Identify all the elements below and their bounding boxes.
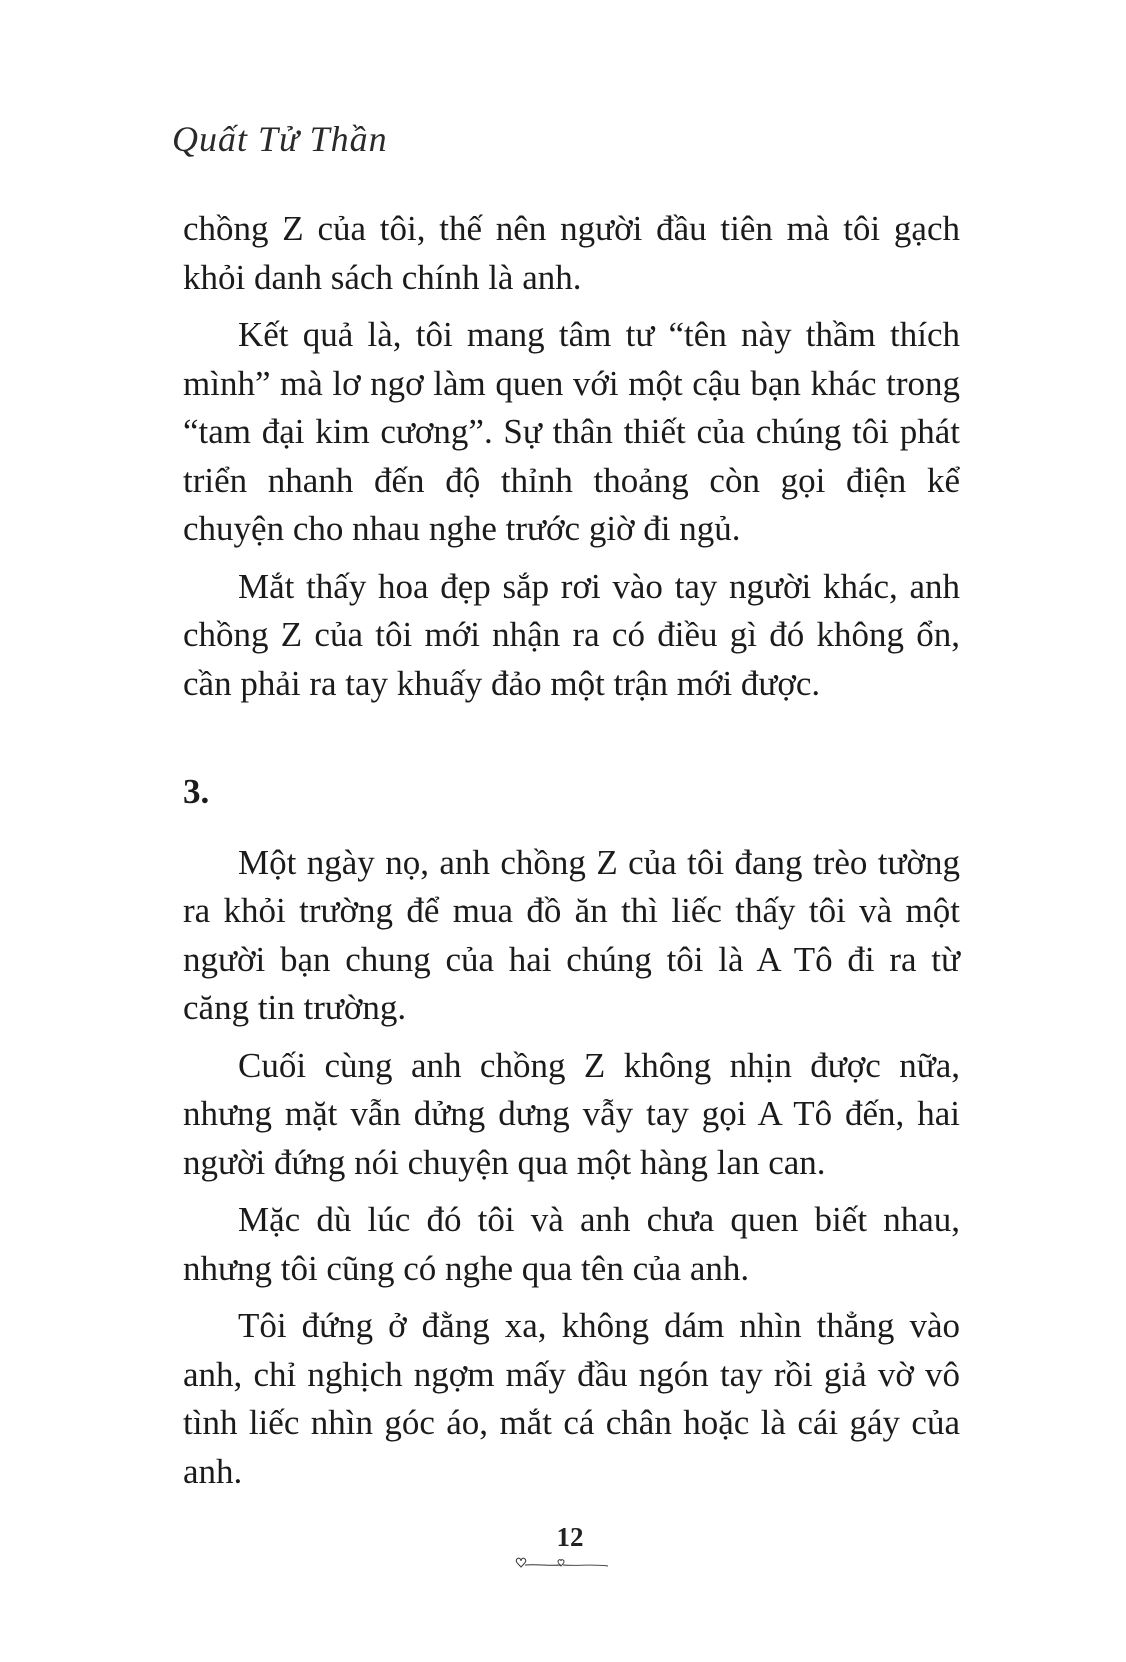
paragraph: Kết quả là, tôi mang tâm tư “tên này thầm thích mình” mà lơ ngơ làm quen với một cậu bạn khác trong “tam đại kim cương”. Sự thân thiết của chúng tôi phát triển nhanh đến độ thỉnh thoảng còn gọi điện kể chuyện cho nhau nghe trước giờ đi ngủ.: [183, 315, 960, 548]
paragraph: Cuối cùng anh chồng Z không nhịn được nữa, nhưng mặt vẫn dửng dưng vẫy tay gọi A Tô đến, hai người đứng nói chuyện qua một hàng lan can.: [183, 1045, 960, 1182]
paragraph: Một ngày nọ, anh chồng Z của tôi đang trèo tường ra khỏi trường để mua đồ ăn thì liếc thấy tôi và một người bạn chung của hai chúng tôi là A Tô đi ra từ căng tin trường.: [183, 842, 960, 1027]
body-text: [183, 205, 960, 1505]
running-header: Quất Tử Thần: [172, 119, 388, 159]
paragraph: Mặc dù lúc đó tôi và anh chưa quen biết nhau, nhưng tôi cũng có nghe qua tên của anh.: [183, 1200, 960, 1288]
page-number: 12: [556, 1522, 584, 1552]
heart-vine-ornament-icon: [513, 1555, 613, 1575]
paragraph: chồng Z của tôi, thế nên người đầu tiên mà tôi gạch khỏi danh sách chính là anh.: [183, 209, 960, 297]
paragraph: Mắt thấy hoa đẹp sắp rơi vào tay người khác, anh chồng Z của tôi mới nhận ra có điều gì đó không ổn, cần phải ra tay khuấy đảo một trận mới được.: [183, 566, 960, 703]
page-footer: [0, 1522, 1126, 1575]
paragraph: Tôi đứng ở đằng xa, không dám nhìn thẳng vào anh, chỉ nghịch ngợm mấy đầu ngón tay rồi giả vờ vô tình liếc nhìn góc áo, mắt cá chân hoặc là cái gáy của anh.: [183, 1306, 960, 1491]
section-number: 3.: [183, 772, 210, 811]
